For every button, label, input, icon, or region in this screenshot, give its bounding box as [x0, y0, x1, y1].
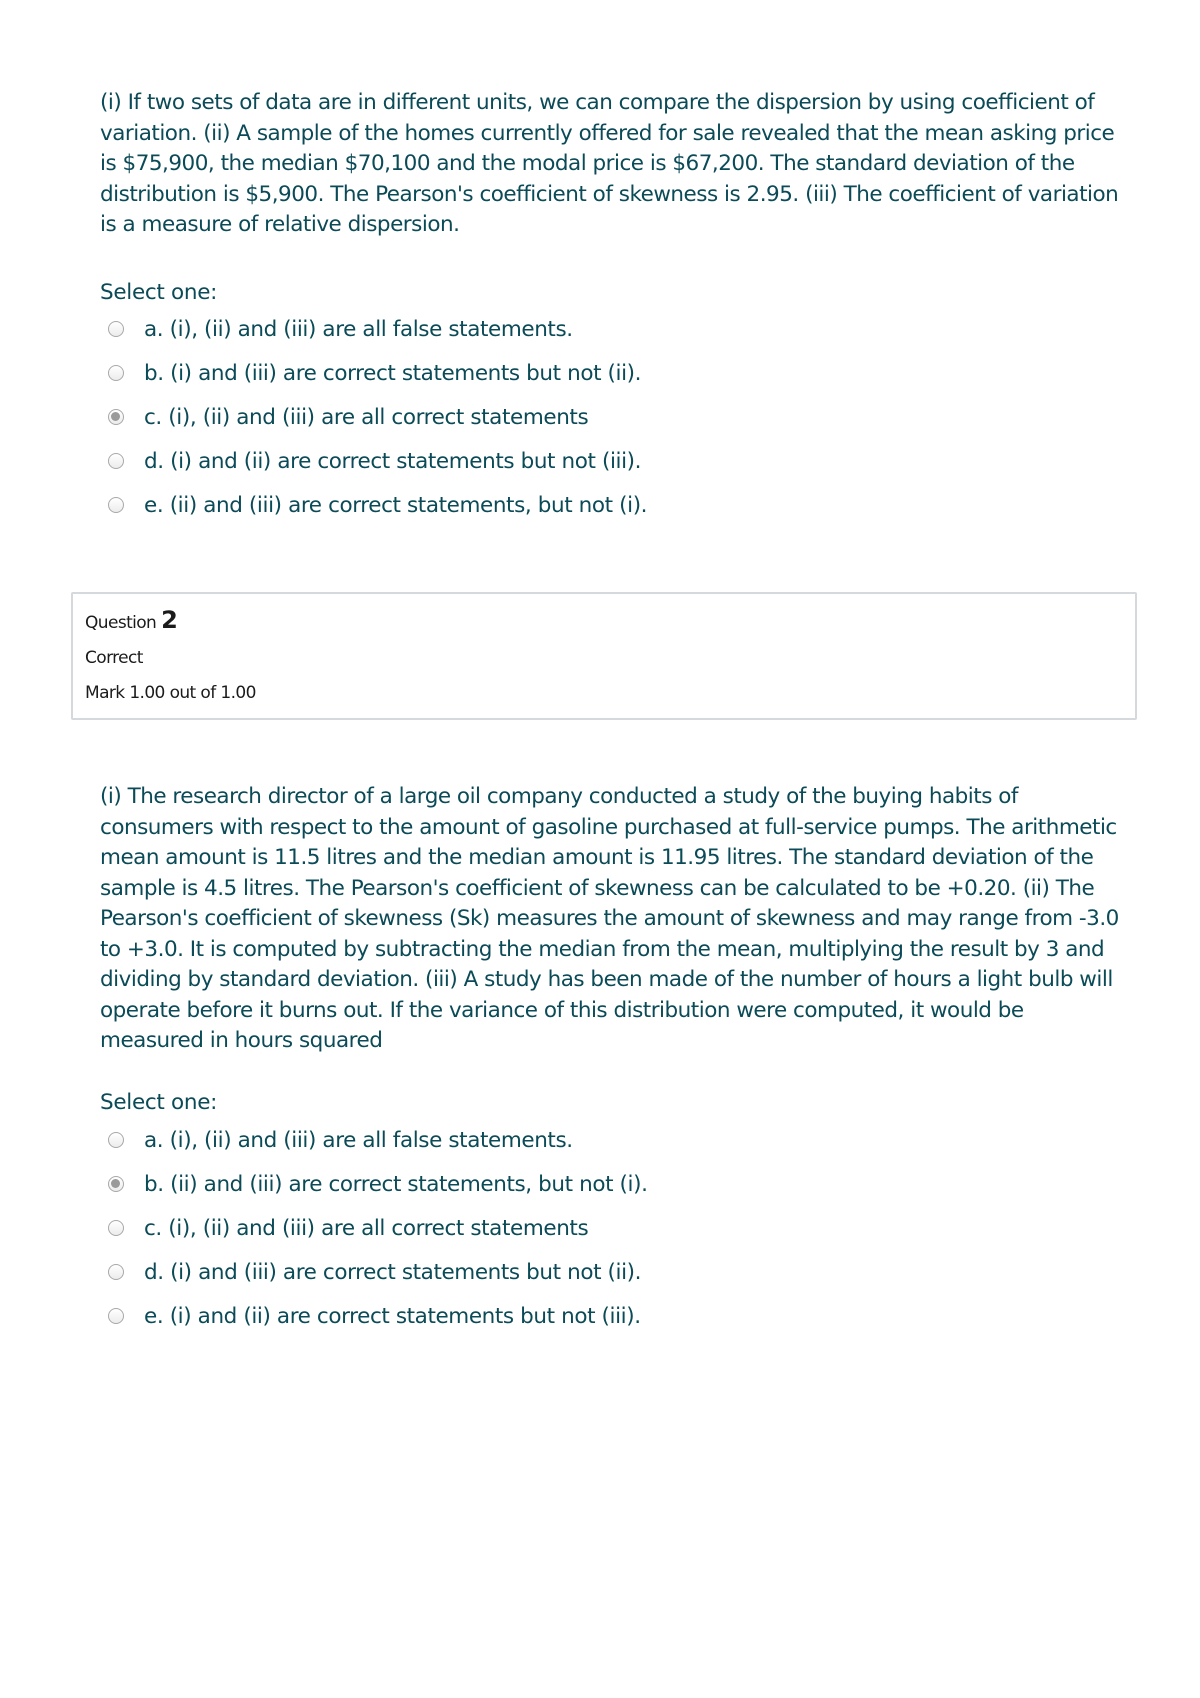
radio-icon[interactable] [108, 453, 124, 469]
question-number-value: 2 [161, 606, 178, 634]
radio-icon[interactable] [108, 1176, 124, 1192]
question-1-answer-b[interactable] [108, 358, 641, 388]
question-2-select-label: Select one: [100, 1090, 218, 1115]
answer-label: c. (i), (ii) and (iii) are all correct statements [144, 1215, 589, 1241]
question-1-answer-d[interactable] [108, 446, 641, 476]
answer-label: c. (i), (ii) and (iii) are all correct statements [144, 404, 589, 430]
question-1-select-label: Select one: [100, 280, 218, 305]
question-grade: Mark 1.00 out of 1.00 [85, 683, 256, 703]
radio-icon[interactable] [108, 497, 124, 513]
answer-label: e. (ii) and (iii) are correct statements, but not (i). [144, 492, 648, 518]
question-state: Correct [85, 648, 143, 668]
question-2-answer-d[interactable] [108, 1257, 641, 1287]
question-2-answer-b[interactable] [108, 1169, 648, 1199]
answer-label: b. (ii) and (iii) are correct statements, but not (i). [144, 1171, 648, 1197]
question-2-answer-c[interactable] [108, 1213, 588, 1243]
radio-icon[interactable] [108, 365, 124, 381]
question-1-answer-e[interactable] [108, 490, 647, 520]
answer-label: a. (i), (ii) and (iii) are all false statements. [144, 1127, 573, 1153]
question-1-text: (i) If two sets of data are in different units, we can compare the dispersion by using coefficient of variation. (ii) A sample of the homes currently offered for sale revealed that the mean asking price is $75,900, the median $70,100 and the modal price is $67,200. The standard deviation of the distribution is $5,900. The Pearson's coefficient of skewness is 2.95. (iii) The coefficient of variation is a measure of relative dispersion. [100, 90, 1119, 237]
question-2-info-box [71, 592, 1137, 720]
question-number [85, 606, 178, 634]
radio-icon[interactable] [108, 1308, 124, 1324]
radio-icon[interactable] [108, 409, 124, 425]
question-1-answer-a[interactable] [108, 314, 573, 344]
answer-label: b. (i) and (iii) are correct statements but not (ii). [144, 360, 642, 386]
answer-label: a. (i), (ii) and (iii) are all false statements. [144, 316, 573, 342]
answer-label: d. (i) and (iii) are correct statements but not (ii). [144, 1259, 642, 1285]
radio-icon[interactable] [108, 1132, 124, 1148]
radio-icon[interactable] [108, 1264, 124, 1280]
question-2-answer-e[interactable] [108, 1301, 641, 1331]
question-1-answer-c[interactable] [108, 402, 588, 432]
question-2-text: (i) The research director of a large oil company conducted a study of the buying habits of consumers with respect to the amount of gasoline purchased at full-service pumps. The arithmetic mean amount is 11.5 litres and the median amount is 11.95 litres. The standard deviation of the sample is 4.5 litres. The Pearson's coefficient of skewness can be calculated to be +0.20. (ii) The Pearson's coefficient of skewness (Sk) measures the amount of skewness and may range from -3.0 to +3.0. It is computed by subtracting the median from the mean, multiplying the result by 3 and dividing by standard deviation. (iii) A study has been made of the number of hours a light bulb will operate before it burns out. If the variance of this distribution were computed, it would be measured in hours squared [100, 784, 1119, 1053]
answer-label: e. (i) and (ii) are correct statements but not (iii). [144, 1303, 641, 1329]
question-label: Question [85, 613, 157, 633]
question-2-answer-a[interactable] [108, 1125, 573, 1155]
answer-label: d. (i) and (ii) are correct statements but not (iii). [144, 448, 642, 474]
radio-icon[interactable] [108, 321, 124, 337]
radio-icon[interactable] [108, 1220, 124, 1236]
